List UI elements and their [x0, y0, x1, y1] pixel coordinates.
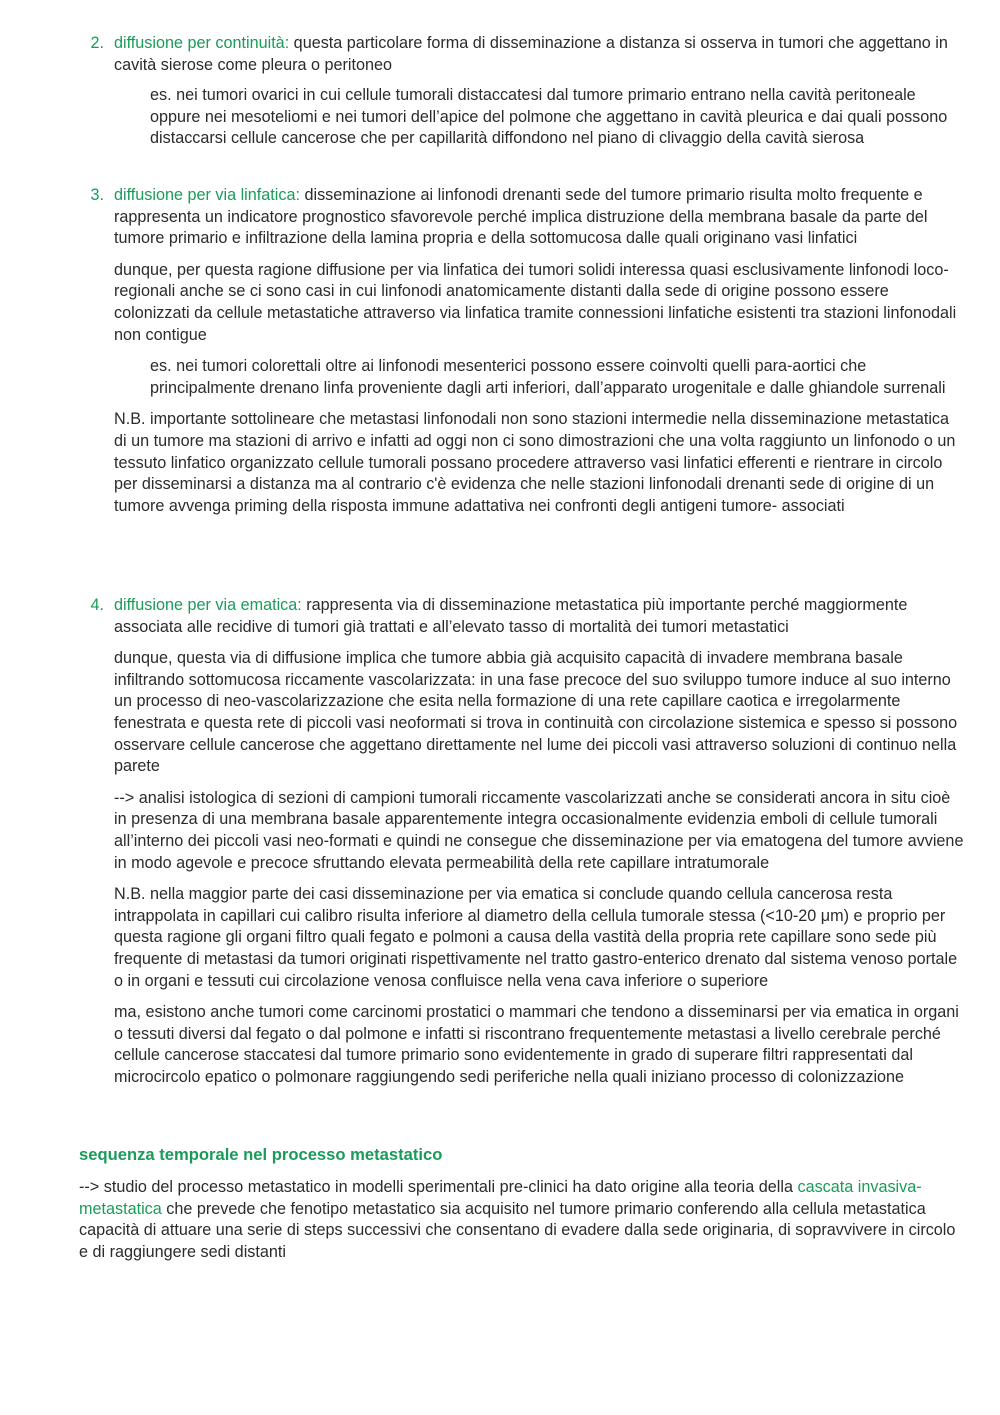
list-number: 4. — [90, 596, 104, 614]
item-heading: diffusione per continuità: — [114, 34, 290, 52]
example-paragraph: es. nei tumori ovarici in cui cellule tumorali distaccatesi dal tumore primario entrano nella cavità peritoneale oppure nei mesoteliomi e nei tumori dell’apice del polmone che aggettano in cavità pleurica e dai quali possono distaccarsi cellule cancerose che per capillarità diffondono nel piano di clivaggio della cavità sierosa — [150, 86, 948, 148]
body-paragraph: ma, esistono anche tumori come carcinomi prostatici o mammari che tendono a disseminarsi per via ematica in organi o tessuti diversi dal fegato o dal polmone e infatti si riscontrano frequentemente metastasi a livello cerebrale perché cellule cancerose staccatesi dal tumore primario sono evidentemente in grado di superare filtri rappresentati dal microcircolo epatico o polmonare raggiungendo sedi periferiche nella quali iniziano processo di colonizzazione — [114, 1003, 959, 1086]
item-heading: diffusione per via linfatica: — [114, 186, 300, 204]
section-title: sequenza temporale nel processo metastatico — [79, 1145, 443, 1164]
list-item-3 — [82, 185, 967, 517]
list-number: 3. — [90, 186, 104, 204]
example-paragraph: es. nei tumori colorettali oltre ai linfonodi mesenterici possono essere coinvolti quelli para-aortici che principalmente drenano linfa proveniente dagli arti inferiori, dall’apparato urogenitale e dalle ghiandole surrenali — [150, 357, 946, 397]
list-item-4 — [82, 595, 967, 1088]
item-paragraph — [114, 185, 964, 250]
item-heading: diffusione per via ematica: — [114, 596, 302, 614]
item-paragraph — [114, 595, 964, 638]
body-paragraph: dunque, questa via di diffusione implica che tumore abbia già acquisito capacità di invadere membrana basale infiltrando sottomucosa riccamente vascolarizzata: in una fase precoce del suo sviluppo tumore induce al suo interno un processo di neo-vascolarizzazione che esita nella formazione di una rete capillare caotica e irregolarmente fenestrata e questa rete di piccoli vasi neoformati si trova in continuità con circolazione sistemica e spesso si possono osservare cellule cancerose che aggettano direttamente nel lume dei piccoli vasi attraverso soluzioni di continuo nella parete — [114, 649, 958, 776]
section-highlight: cascata invasiva-metastatica — [79, 1178, 922, 1218]
list-item-2 — [82, 33, 967, 150]
list-number: 2. — [90, 34, 104, 52]
body-paragraph: dunque, per questa ragione diffusione per via linfatica dei tumori solidi interessa quasi esclusivamente linfonodi loco-regionali anche se ci sono casi in cui linfonodi anatomicamente distanti dalla sede di origine possono essere colonizzati da cellule metastatiche attraverso via linfatica tramite connessioni linfatiche esistenti tra stazioni linfonodali non contigue — [114, 260, 957, 344]
note-paragraph: N.B. importante sottolineare che metastasi linfonodali non sono stazioni intermedie nella disseminazione metastatica di un tumore ma stazioni di arrivo e infatti ad oggi non ci sono dimostrazioni che una volta raggiunto un linfonodo o un tessuto linfatico organizzato cellule tumorali possano procedere attraverso vasi linfatici efferenti e rientrare in circolo per disseminarsi a distanza ma al contrario c'è evidenza che nelle stazioni linfonodali drenanti sede di origine di un tumore avvenga priming della risposta immune adattativa nei confronti degli antigeni tumore- associati — [114, 410, 956, 515]
item-text: rappresenta via di disseminazione metastatica più importante perché maggiormente associata alle recidive di tumori già trattati e all’elevato tasso di mortalità dei tumori metastatici — [114, 596, 908, 636]
item-text: questa particolare forma di disseminazione a distanza si osserva in tumori che aggettano in cavità sierose come pleura o peritoneo — [114, 34, 948, 74]
body-paragraph: --> analisi istologica di sezioni di campioni tumorali riccamente vascolarizzati anche se considerati ancora in situ cioè in presenza di una membrana basale apparentemente integra occasionalmente evidenzia emboli di cellule tumorali all’interno dei piccoli vasi neo-formati e quindi ne consegue che disseminazione per via ematogena del tumore avviene in modo agevole e precoce sfruttando elevata permeabilità della rete capillare intratumorale — [114, 788, 964, 872]
item-paragraph — [114, 33, 964, 76]
section-text-before: --> studio del processo metastatico in modelli sperimentali pre-clinici ha dato origine alla teoria della — [79, 1178, 798, 1196]
section-text-after: che prevede che fenotipo metastatico sia acquisito nel tumore primario conferendo alla cellula metastatica capacità di attuare una serie di steps successivi che consentano di evadere dalla sede originaria, di sopravvivere in circolo e di raggiungere sedi distanti — [79, 1199, 956, 1261]
note-paragraph: N.B. nella maggior parte dei casi disseminazione per via ematica si conclude quando cellula cancerosa resta intrappolata in capillari cui calibro risulta inferiore al diametro della cellula tumorale stessa (<10-20 μm) e proprio per questa ragione gli organi filtro quali fegato e polmoni a causa della vastità della propria rete capillare sono sede più frequente di metastasi da tumori originati rispettivamente nel tratto gastro-enterico drenato dal sistema venoso portale o in organi e tessuti cui circolazione venosa confluisce nella vena cava inferiore o superiore — [114, 885, 958, 990]
item-text: disseminazione ai linfonodi drenanti sede del tumore primario risulta molto frequente e rappresenta un indicatore prognostico sfavorevole perché implica distruzione della membrana basale da parte del tumore primario e infiltrazione della lamina propria e della sottomucosa dalle quali originano vasi linfatici — [114, 186, 928, 248]
section-paragraph — [79, 1177, 964, 1263]
